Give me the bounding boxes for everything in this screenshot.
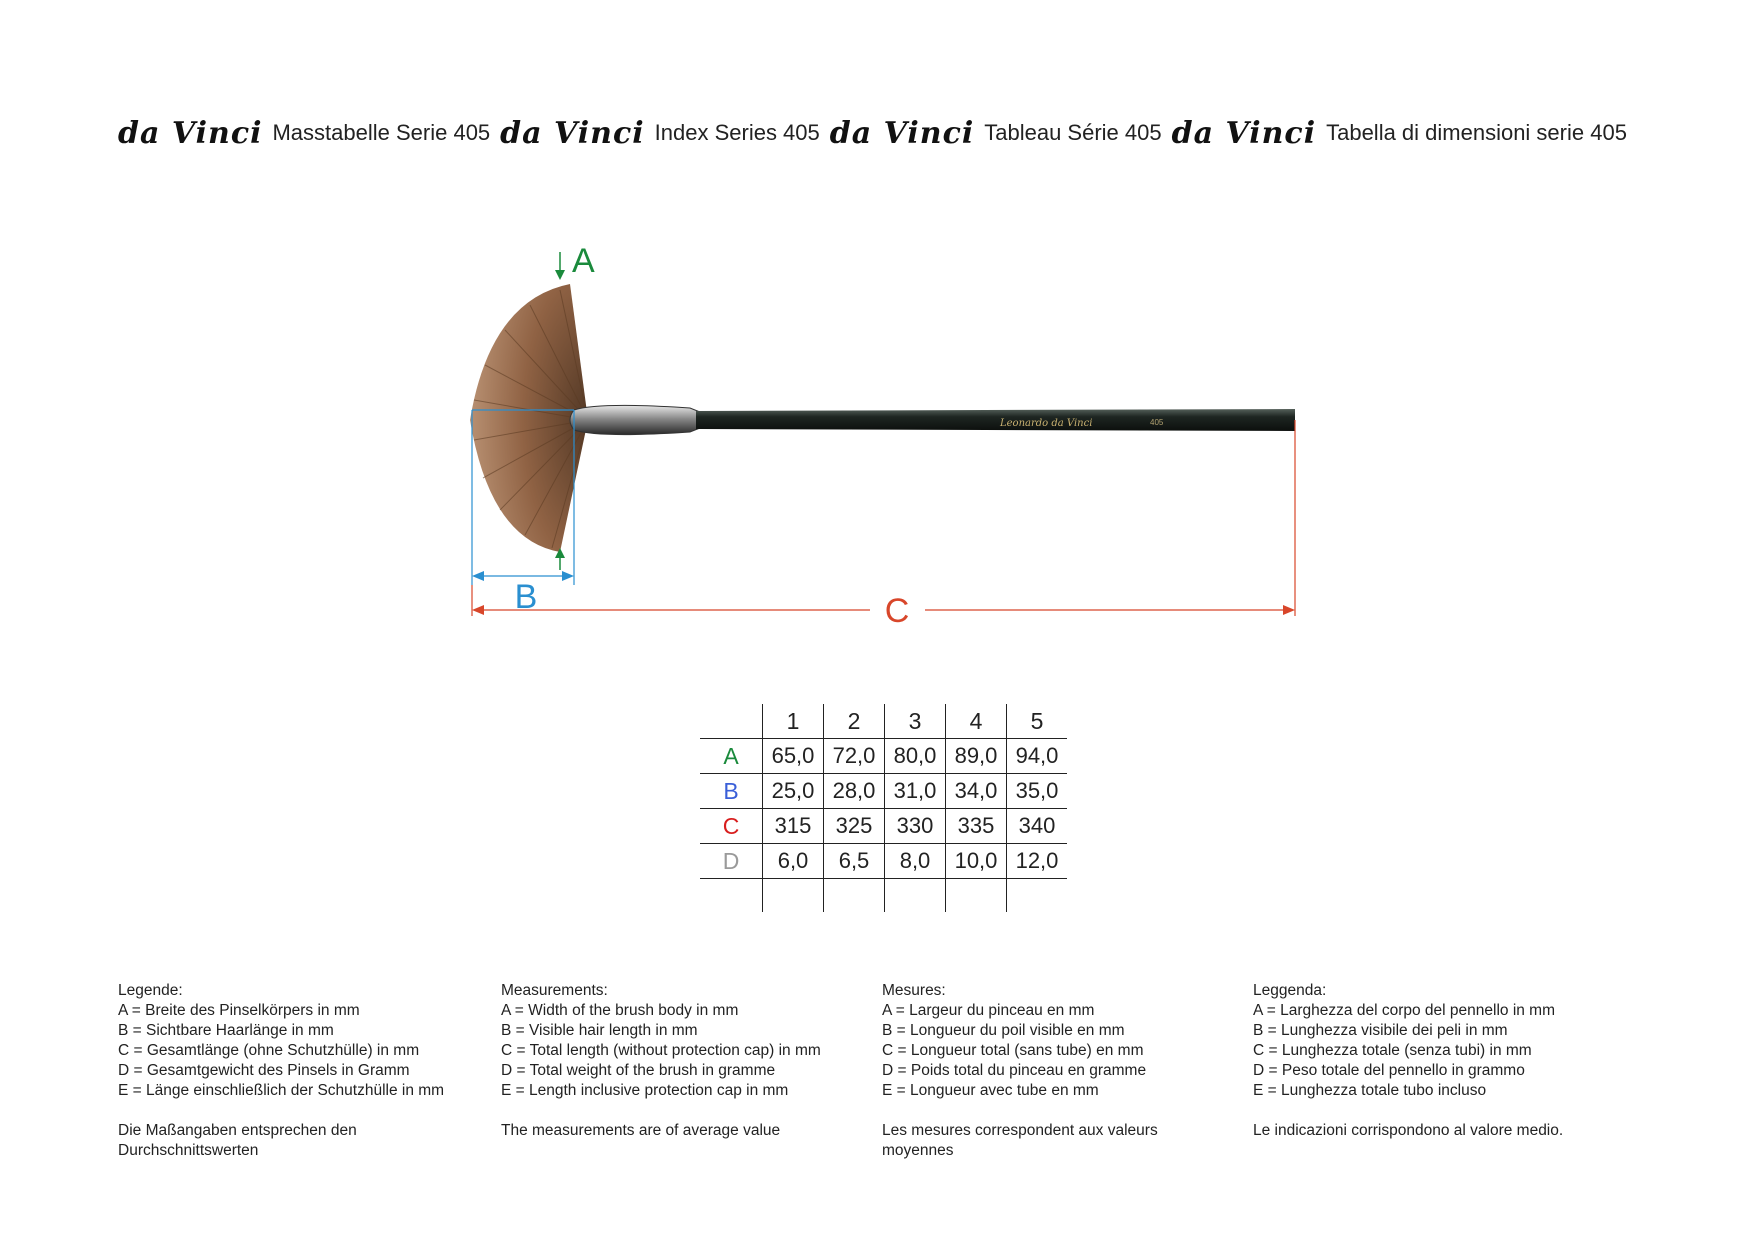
table-cell: 6,0 [763,844,824,879]
table-row [700,774,1067,809]
title-french: Tableau Série 405 [984,120,1162,145]
table-cell: 325 [824,809,885,844]
handle-imprint: Leonardo da Vinci [1000,418,1093,429]
brand-logo: da Vinci [1171,115,1317,151]
legend-line: D = Peso totale del pennello in grammo [1253,1062,1525,1079]
table-cell: 65,0 [763,739,824,774]
row-key-b: B [700,774,763,809]
legend-line: A = Larghezza del corpo del pennello in mm [1253,1002,1556,1019]
brand-logo: da Vinci [500,115,645,151]
row-key-c: C [700,809,763,844]
table-header-row [700,704,1067,739]
legend-line: B = Sichtbare Haarlänge in mm [118,1022,334,1039]
table-row [700,809,1067,844]
table-cell: 315 [763,809,824,844]
title-english: Index Series 405 [654,120,820,145]
table-cell: 94,0 [1007,739,1068,774]
legend-french [882,981,1182,1161]
brush-handle [696,409,1295,431]
title-german: Masstabelle Serie 405 [272,120,491,145]
legend-line: D = Poids total du pinceau en gramme [882,1062,1147,1079]
legend-line: C = Longueur total (sans tube) en mm [882,1042,1144,1059]
legend-line: E = Länge einschließlich der Schutzhülle in mm [118,1082,445,1099]
legend-line: E = Longueur avec tube en mm [882,1082,1099,1099]
legend-italian [1253,981,1653,1141]
table-row [700,739,1067,774]
table-cell: 8,0 [885,844,946,879]
title-italian: Tabella di dimensioni serie 405 [1326,120,1627,145]
table-cell: 34,0 [946,774,1007,809]
table-column-header: 1 [763,704,824,739]
legend-line: B = Longueur du poil visible en mm [882,1022,1125,1039]
legend-line: A = Width of the brush body in mm [501,1002,739,1019]
legend-note: Le indicazioni corrispondono al valore medio. [1253,1122,1564,1139]
legend-note: The measurements are of average value [501,1122,781,1139]
table-cell [700,879,763,913]
table-cell [824,879,885,913]
table-corner [700,704,763,739]
legend-line: E = Length inclusive protection cap in mm [501,1082,789,1099]
table-cell: 330 [885,809,946,844]
legend-line: E = Lunghezza totale tubo incluso [1253,1082,1487,1099]
legend-heading: Mesures: [882,982,946,999]
legend-line: C = Gesamtlänge (ohne Schutzhülle) in mm [118,1042,420,1059]
table-cell: 72,0 [824,739,885,774]
table-cell: 28,0 [824,774,885,809]
table-column-header: 3 [885,704,946,739]
handle-imprint-number: 405 [1150,418,1164,427]
table-cell: 10,0 [946,844,1007,879]
row-key-d: D [700,844,763,879]
legend-heading: Leggenda: [1253,982,1327,999]
legend-english [501,981,831,1141]
brand-logo: da Vinci [118,115,263,151]
table-column-header: 4 [946,704,1007,739]
legend-line: A = Largeur du pinceau en mm [882,1002,1095,1019]
table-cell: 35,0 [1007,774,1068,809]
table-cell: 12,0 [1007,844,1068,879]
table-cell [1007,879,1068,913]
table-cell [885,879,946,913]
size-table [700,704,1067,912]
legend-note: Die Maßangaben entsprechen den Durchschnittswerten [118,1122,357,1159]
label-c: C [884,592,910,630]
table-cell: 25,0 [763,774,824,809]
legend-line: A = Breite des Pinselkörpers in mm [118,1002,360,1019]
legend-line: D = Total weight of the brush in gramme [501,1062,776,1079]
legend-note: Les mesures correspondent aux valeurs moyennes [882,1122,1158,1159]
legend-line: C = Total length (without protection cap) in mm [501,1042,821,1059]
label-a: A [572,242,595,280]
table-cell [763,879,824,913]
table-column-header: 2 [824,704,885,739]
table-column-header: 5 [1007,704,1068,739]
table-row [700,844,1067,879]
table-cell: 340 [1007,809,1068,844]
legend-line: C = Lunghezza totale (senza tubi) in mm [1253,1042,1532,1059]
table-cell: 89,0 [946,739,1007,774]
dimension-c [472,420,1295,630]
legend-heading: Measurements: [501,982,608,999]
table-cell [946,879,1007,913]
table-row-empty [700,879,1067,913]
row-key-a: A [700,739,763,774]
brand-logo: da Vinci [829,115,975,151]
table-cell: 31,0 [885,774,946,809]
legend-heading: Legende: [118,982,183,999]
legend-line: D = Gesamtgewicht des Pinsels in Gramm [118,1062,410,1079]
table-cell: 6,5 [824,844,885,879]
legend-line: B = Lunghezza visibile dei peli in mm [1253,1022,1508,1039]
table-cell: 80,0 [885,739,946,774]
table-cell: 335 [946,809,1007,844]
label-b: B [514,578,538,616]
brush-ferrule [570,405,700,434]
legend-line: B = Visible hair length in mm [501,1022,698,1039]
legend-german [118,981,444,1161]
